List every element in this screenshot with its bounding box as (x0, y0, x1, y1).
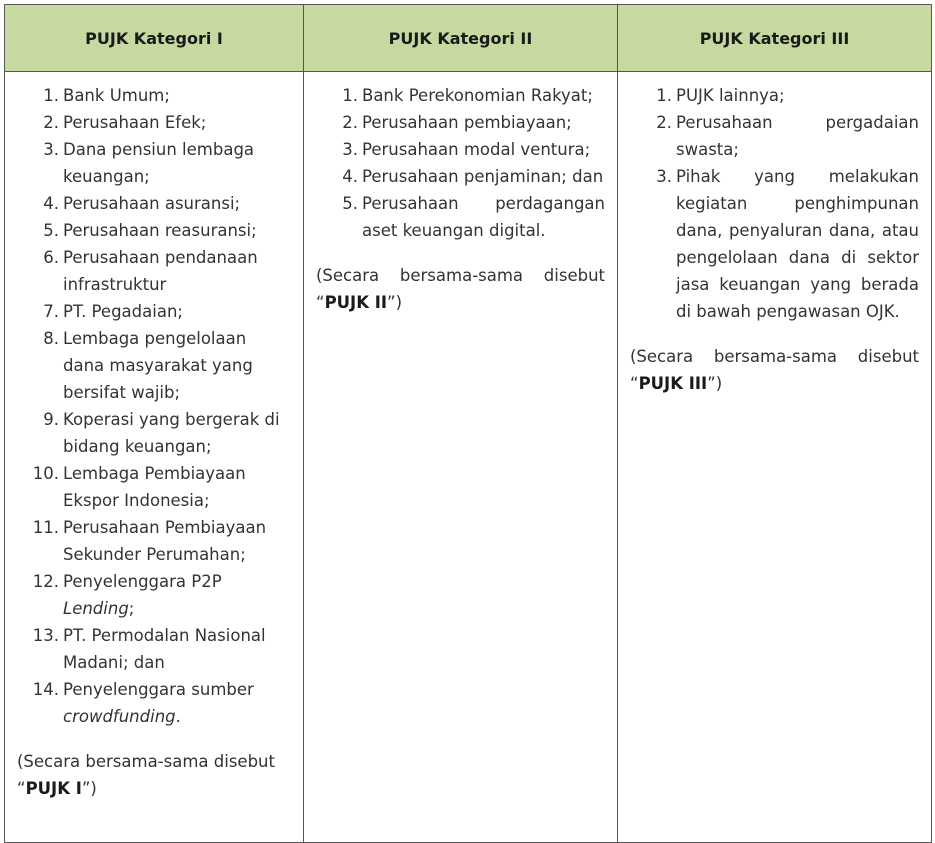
list-item (316, 109, 605, 136)
list-item-number: 4. (43, 194, 59, 213)
list-item-text: Perusahaan perdagangan aset keuangan digital. (362, 194, 605, 240)
list-item (630, 109, 919, 163)
list-item (17, 676, 291, 730)
list-item (17, 622, 291, 676)
list-item-text: PUJK lainnya; (676, 86, 785, 105)
list-item (17, 298, 291, 325)
content-row (5, 72, 932, 843)
list-item-number: 10. (32, 464, 59, 483)
list-item (17, 406, 291, 460)
list-item-text: Pihak yang melakukan kegiatan penghimpunan dana, penyaluran dana, atau pengelolaan dana di sektor jasa keuangan yang berada di bawah pengawasan OJK. (676, 167, 919, 321)
list-item-text: Penyelenggara P2P Lending; (63, 572, 222, 618)
list-item (17, 217, 291, 244)
list-item-number: 5. (43, 221, 59, 240)
list-item-number: 14. (32, 680, 59, 699)
list-item (17, 136, 291, 190)
list-item-text: PT. Pegadaian; (63, 302, 183, 321)
list-item (630, 163, 919, 325)
list-item-number: 9. (43, 410, 59, 429)
list-item-number: 3. (342, 140, 358, 159)
list-item (17, 244, 291, 298)
list-item-number: 4. (342, 167, 358, 186)
list-item-number: 5. (342, 194, 358, 213)
list-item (316, 82, 605, 109)
list-item-number: 2. (342, 113, 358, 132)
list-item (17, 82, 291, 109)
list-item-text: Perusahaan reasuransi; (63, 221, 257, 240)
list-item-text: Bank Perekonomian Rakyat; (362, 86, 593, 105)
list-item-text: Perusahaan pembiayaan; (362, 113, 572, 132)
list-item (17, 460, 291, 514)
list-item (17, 568, 291, 622)
list-item-text: Bank Umum; (63, 86, 170, 105)
list-item-text: Perusahaan penjaminan; dan (362, 167, 604, 186)
list-item-number: 3. (43, 140, 59, 159)
category-2-list (316, 82, 605, 244)
list-item-text: Perusahaan modal ventura; (362, 140, 591, 159)
list-item-number: 1. (342, 86, 358, 105)
category-3-note: (Secara bersama-sama disebut “PUJK III”) (630, 347, 919, 393)
category-1-cell (5, 72, 304, 843)
list-item-text: Perusahaan Pembiayaan Sekunder Perumahan; (63, 518, 267, 564)
list-item-number: 2. (43, 113, 59, 132)
category-2-cell (304, 72, 618, 843)
header-category-1: PUJK Kategori I (5, 5, 304, 72)
list-item-number: 2. (656, 113, 672, 132)
header-category-2: PUJK Kategori II (304, 5, 618, 72)
list-item-number: 12. (32, 572, 59, 591)
list-item-number: 13. (32, 626, 59, 645)
list-item-number: 7. (43, 302, 59, 321)
list-item-number: 8. (43, 329, 59, 348)
list-item-text: Perusahaan pergadaian swasta; (676, 113, 919, 159)
list-item-text: PT. Permodalan Nasional Madani; dan (63, 626, 266, 672)
category-1-abbrev: PUJK I (25, 779, 82, 798)
category-1-list (17, 82, 291, 730)
list-item-text: Lembaga pengelolaan dana masyarakat yang bersifat wajib; (63, 329, 253, 402)
list-item (17, 190, 291, 217)
list-item-text: Perusahaan asuransi; (63, 194, 241, 213)
category-3-list (630, 82, 919, 325)
list-item (316, 190, 605, 244)
header-category-3: PUJK Kategori III (618, 5, 932, 72)
list-item-text: Lembaga Pembiayaan Ekspor Indonesia; (63, 464, 246, 510)
category-2-note: (Secara bersama-sama disebut “PUJK II”) (316, 266, 605, 312)
list-item-text: Perusahaan pendanaan infrastruktur (63, 248, 258, 294)
list-item (630, 82, 919, 109)
list-item-number: 1. (656, 86, 672, 105)
list-item (316, 163, 605, 190)
list-item-text: Perusahaan Efek; (63, 113, 207, 132)
category-3-cell (618, 72, 932, 843)
list-item-text: Koperasi yang bergerak di bidang keuangan; (63, 410, 280, 456)
list-item-number: 6. (43, 248, 59, 267)
list-item-text: Dana pensiun lembaga keuangan; (63, 140, 255, 186)
category-2-abbrev: PUJK II (324, 293, 388, 312)
category-1-note: (Secara bersama-sama disebut “PUJK I”) (17, 752, 275, 798)
list-item-number: 3. (656, 167, 672, 186)
pujk-category-table (4, 4, 932, 843)
list-item-text: Penyelenggara sumber crowdfunding. (63, 680, 254, 726)
list-item-number: 1. (43, 86, 59, 105)
category-3-abbrev: PUJK III (638, 374, 708, 393)
list-item-number: 11. (32, 518, 59, 537)
list-item (316, 136, 605, 163)
list-item (17, 325, 291, 406)
list-item (17, 514, 291, 568)
header-row (5, 5, 932, 72)
list-item (17, 109, 291, 136)
